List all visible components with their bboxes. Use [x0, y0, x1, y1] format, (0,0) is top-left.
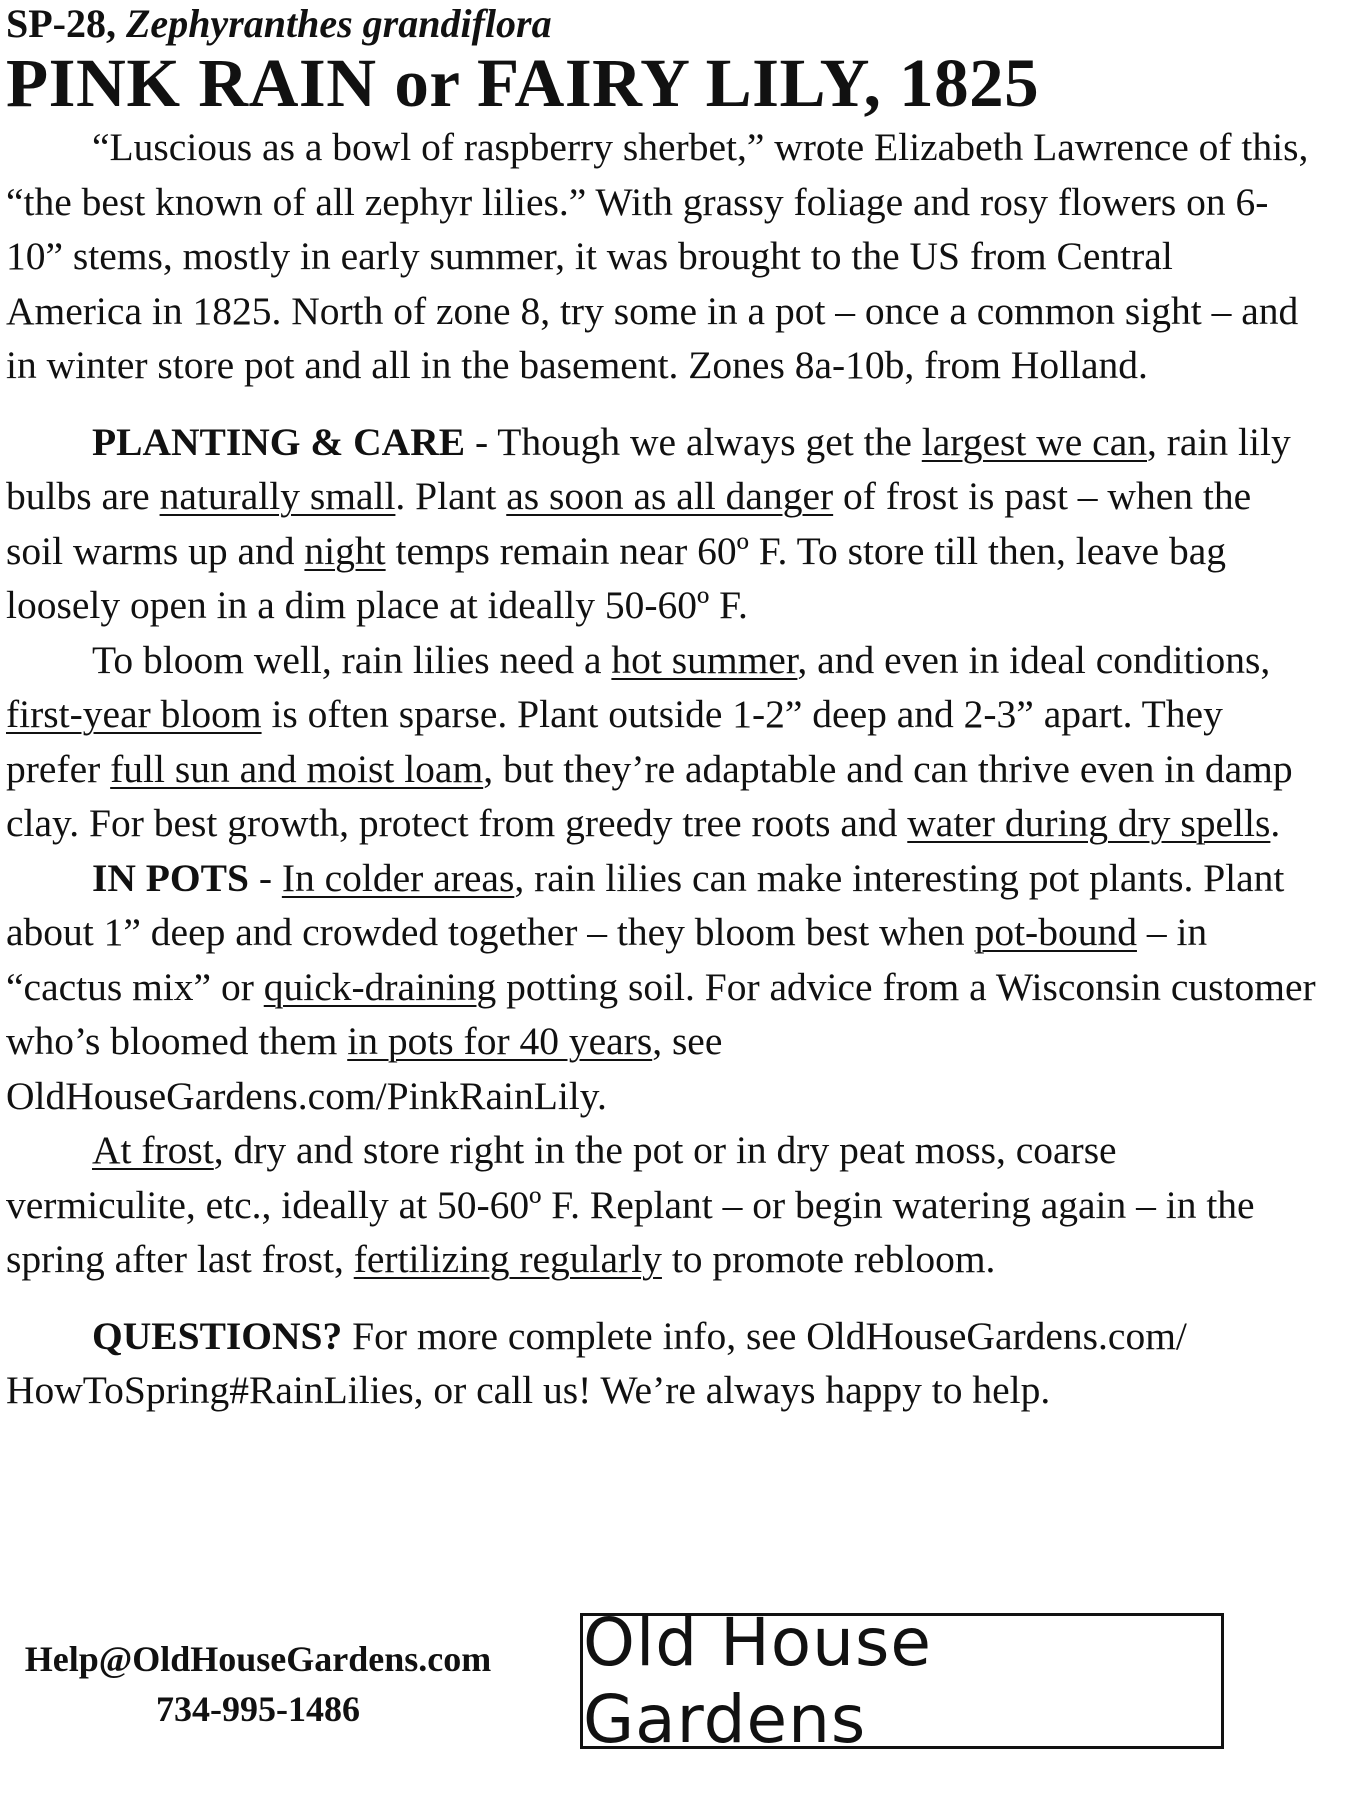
planting-care-heading: PLANTING & CARE [92, 419, 466, 464]
underlined-phrase: water during dry spells [907, 801, 1271, 845]
underlined-phrase: At frost [92, 1128, 214, 1172]
underlined-phrase: hot summer [611, 637, 798, 682]
underlined-phrase: as soon as all danger [506, 474, 834, 518]
underlined-phrase: in pots for 40 years [347, 1019, 653, 1063]
underlined-phrase: largest we can [921, 419, 1147, 464]
underlined-phrase: pot-bound [974, 910, 1137, 954]
company-logo [580, 1604, 1224, 1758]
product-code-line [6, 2, 1316, 46]
questions-heading: QUESTIONS? [92, 1313, 343, 1358]
product-code: SP-28, [6, 1, 116, 46]
sheet-content [6, 0, 1316, 1418]
underlined-phrase: naturally small [159, 474, 396, 518]
intro-paragraph: “Luscious as a bowl of raspberry sherbet,” wrote Elizabeth Lawrence of this, “the best known of all zephyr lilies.” With grassy foliage and rosy flowers on 6-10” stems, mostly in early summer, it was brought to the US from Central America in 1825. North of zone 8, try some in a pot – once a common sight – and in winter store pot and all in the basement. Zones 8a-10b, from Holland. [6, 125, 1309, 387]
frost-paragraph: At frost, dry and store right in the pot or in dry peat moss, coarse vermiculite, etc., ideally at 50-60º F. Replant – or begin watering again – in the spring after last frost, fertilizing regularly to promote rebloom. [6, 1128, 1255, 1281]
in-pots-heading: IN POTS [92, 855, 249, 900]
page-title: PINK RAIN or FAIRY LILY, 1825 [6, 45, 1040, 121]
logo-text: Old House Gardens [583, 1604, 932, 1758]
underlined-phrase: In colder areas [281, 855, 515, 900]
questions-paragraph: QUESTIONS? For more complete info, see OldHouseGardens.com/ HowToSpring#RainLilies, or call us! We’re always happy to help. [6, 1313, 1187, 1412]
underlined-phrase: first-year bloom [6, 692, 262, 736]
planting-care-paragraph: PLANTING & CARE - Though we always get the largest we can, rain lily bulbs are naturally small. Plant as soon as all danger of frost is past – when the soil warms up and night temps remain near 60º F. To store till then, leave bag loosely open in a dim place at ideally 50-60º F. [6, 419, 1291, 627]
underlined-phrase: quick-draining [263, 964, 497, 1009]
contact-phone: 734-995-1486 [156, 1689, 360, 1729]
underlined-phrase: night [304, 528, 386, 573]
bloom-paragraph: To bloom well, rain lilies need a hot summer, and even in ideal conditions, first-year bloom is often sparse. Plant outside 1-2” deep and 2-3” apart. They prefer full sun and moist loam, but they’re adaptable and can thrive even in damp clay. For best growth, protect from greedy tree roots and water during dry spells. [6, 637, 1293, 845]
underlined-phrase: fertilizing regularly [353, 1237, 662, 1281]
underlined-phrase: full sun and moist loam [110, 746, 484, 791]
contact-info [8, 1634, 508, 1734]
in-pots-paragraph: IN POTS - In colder areas, rain lilies can make interesting pot plants. Plant about 1” deep and crowded together – they bloom best when pot-bound – in “cactus mix” or quick-draining potting soil. For advice from a Wisconsin customer who’s bloomed them in pots for 40 years, see OldHouseGardens.com/PinkRainLily. [6, 855, 1316, 1118]
botanical-name: Zephyranthes grandiflora [126, 1, 552, 46]
contact-email: Help@OldHouseGardens.com [24, 1639, 492, 1679]
